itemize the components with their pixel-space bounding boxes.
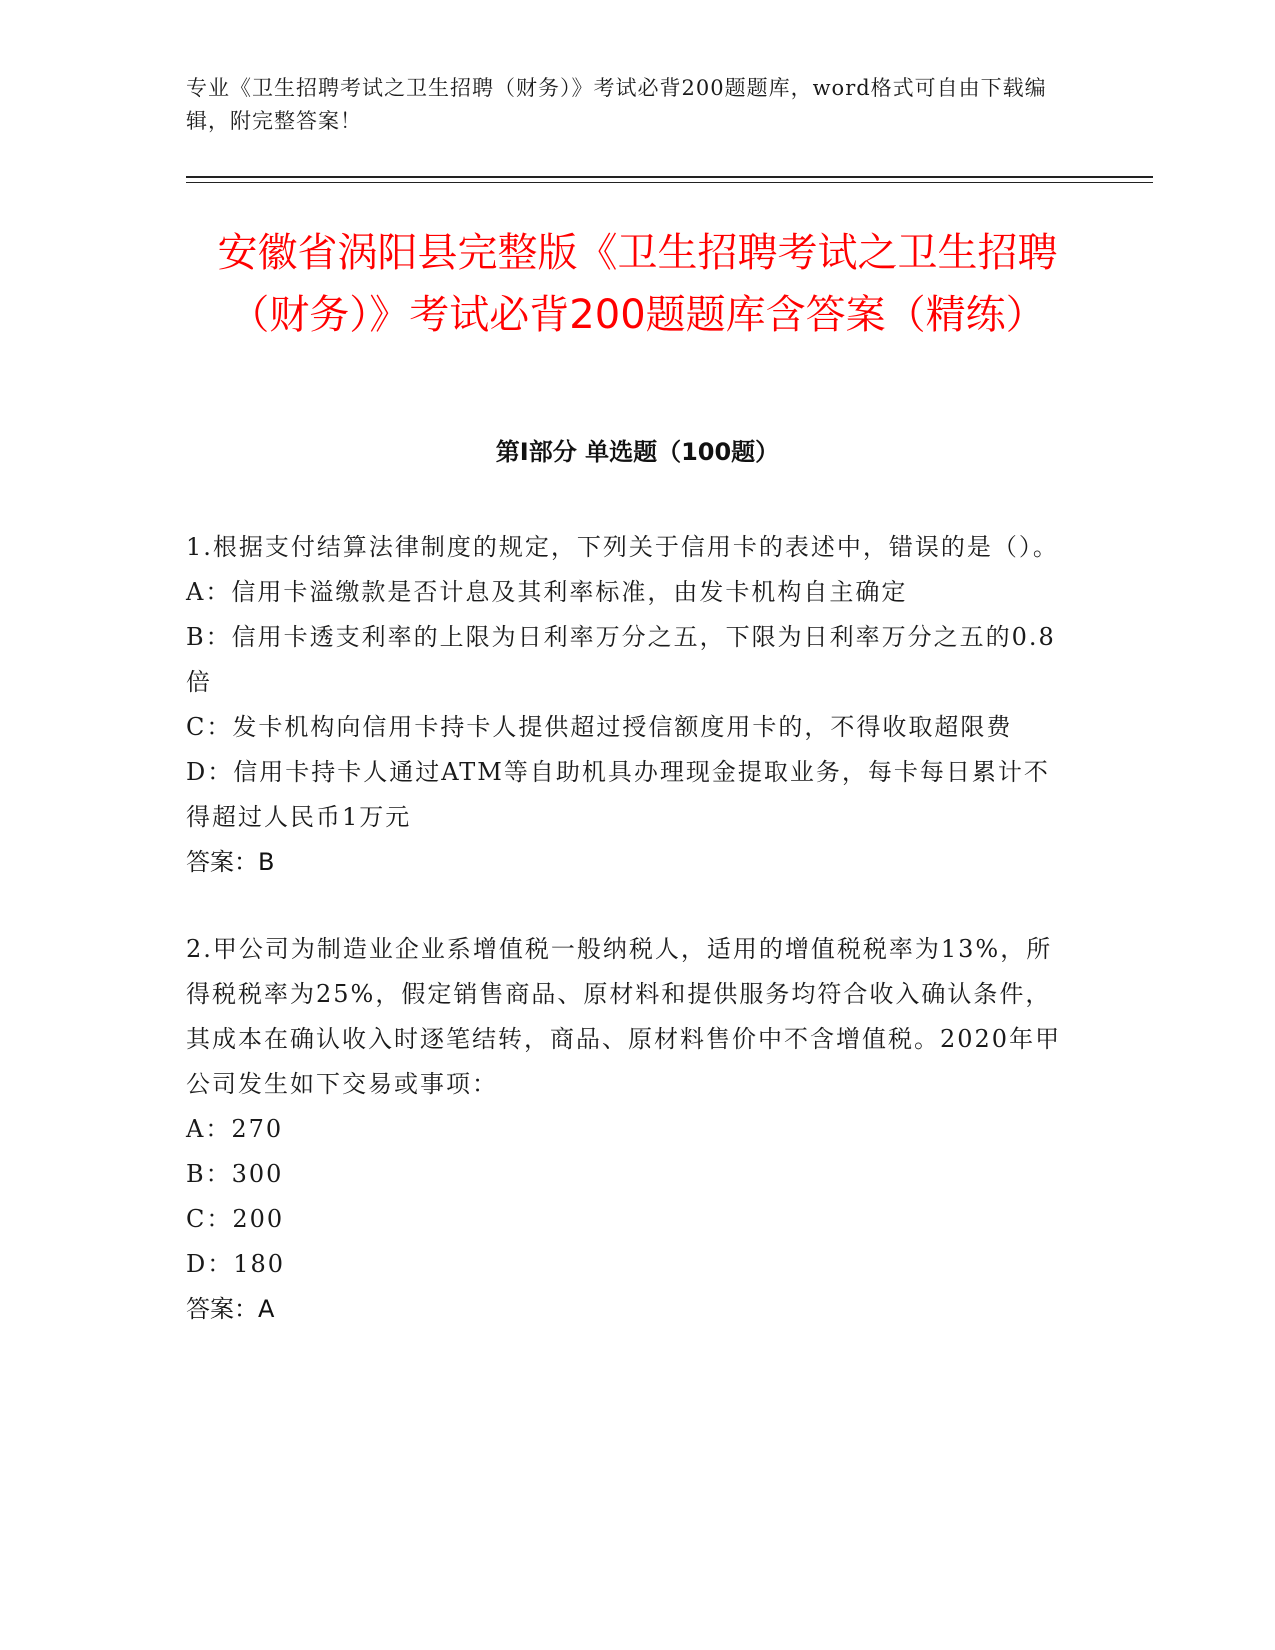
answer: 答案：B [186,848,275,876]
option-d: D：180 [186,1250,286,1278]
option-b: B：信用卡透支利率的上限为日利率万分之五，下限为日利率万分之五的0.8倍 [186,623,1056,696]
option-a: A：信用卡溢缴款是否计息及其利率标准，由发卡机构自主确定 [186,578,908,606]
question-1 [186,525,1066,885]
question-stem: 2.甲公司为制造业企业系增值税一般纳税人，适用的增值税税率为13%，所得税税率为25%，假定销售商品、原材料和提供服务均符合收入确认条件，其成本在确认收入时逐笔结转，商品、原材料售价中不含增值税。2020年甲公司发生如下交易或事项： [186,935,1062,1098]
document-title: 安徽省涡阳县完整版《卫生招聘考试之卫生招聘（财务）》考试必背200题题库含答案（精练） [217,230,1058,338]
answer: 答案：A [186,1295,275,1323]
question-list [186,525,1066,1374]
option-b: B：300 [186,1160,284,1188]
header-rule-thick [186,176,1153,178]
header-note: 专业《卫生招聘考试之卫生招聘（财务）》考试必背200题题库，word格式可自由下载编辑，附完整答案！ [186,76,1047,133]
option-c: C：200 [186,1205,285,1233]
option-a: A：270 [186,1115,284,1143]
question-stem: 1.根据支付结算法律制度的规定，下列关于信用卡的表述中，错误的是（）。 [186,533,1059,561]
section-title: 第I部分 单选题（100题） [495,438,780,466]
option-c: C：发卡机构向信用卡持卡人提供超过授信额度用卡的，不得收取超限费 [186,713,1013,741]
header-rule-thin [186,182,1153,183]
option-d: D：信用卡持卡人通过ATM等自助机具办理现金提取业务，每卡每日累计不得超过人民币1万元 [186,758,1050,831]
question-2 [186,927,1066,1332]
